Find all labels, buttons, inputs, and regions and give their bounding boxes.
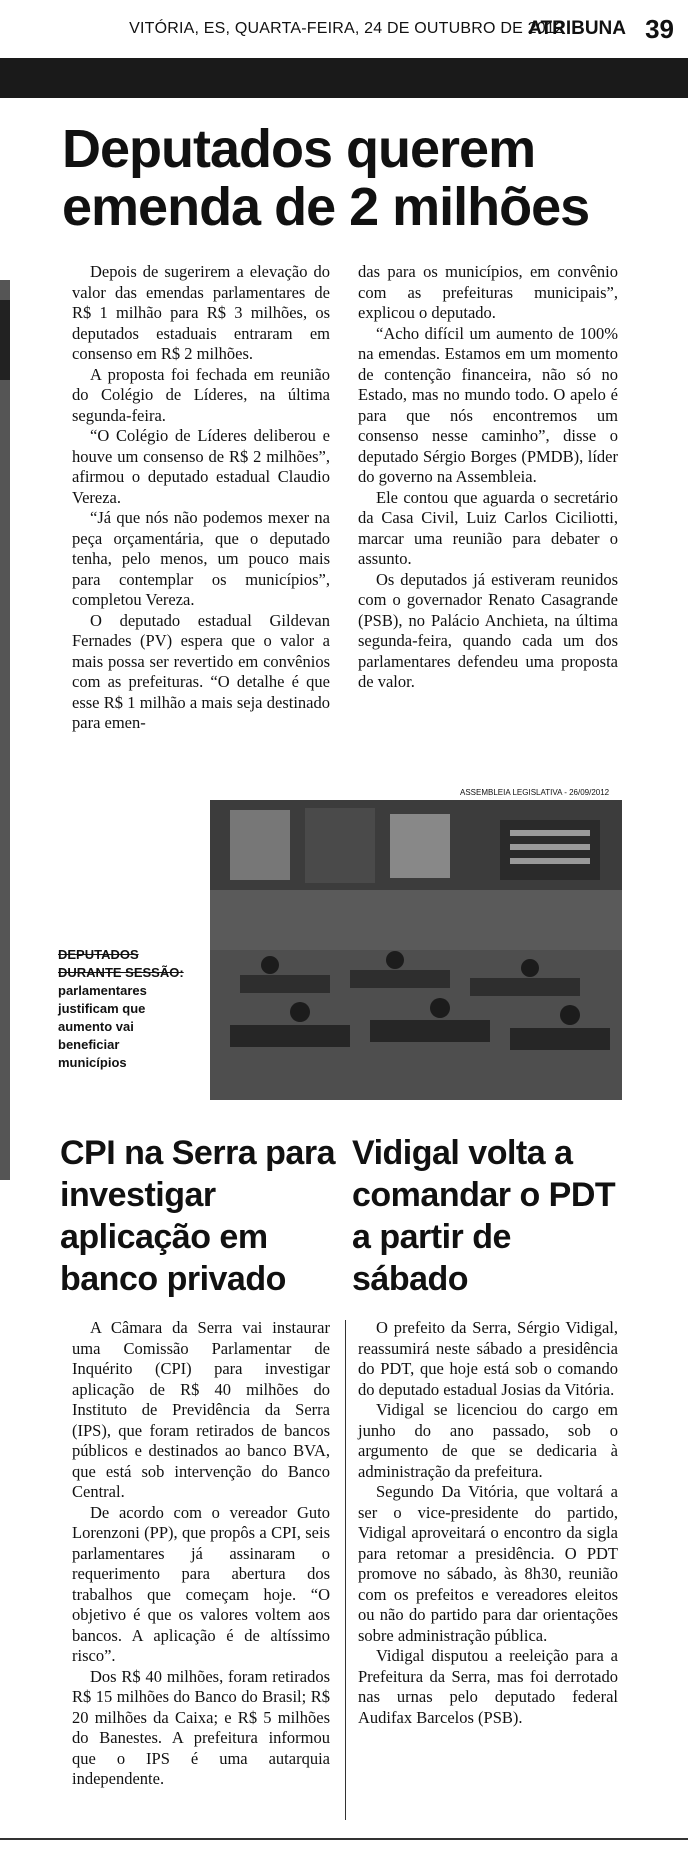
article-vidigal-body xyxy=(358,1318,618,1728)
column-divider xyxy=(345,1320,346,1820)
paragraph: O prefeito da Serra, Sérgio Vidigal, reassumirá neste sábado a presidência do PDT, que hoje está sob o comando do deputado estadual Josias da Vitória. xyxy=(358,1318,618,1399)
article-headline-vidigal: Vidigal volta a comandar o PDT a partir de sábado xyxy=(352,1134,616,1298)
assembly-hall-illustration xyxy=(210,800,622,1100)
paragraph: “Já que nós não podemos mexer na peça orçamentária, que o deputado tenha, pelo menos, um pouco mais para contemplar os municípios”, completou Vereza. xyxy=(72,508,330,609)
photo-credit: ASSEMBLEIA LEGISLATIVA - 26/09/2012 xyxy=(460,788,610,797)
paragraph: Vidigal se licenciou do cargo em junho do ano passado, sob o argumento de que se dedicaria à administração da prefeitura. xyxy=(358,1400,618,1481)
dateline: VITÓRIA, ES, QUARTA-FEIRA, 24 DE OUTUBRO DE 2012 xyxy=(129,20,564,37)
paragraph: Segundo Da Vitória, que voltará a ser o vice-presidente do partido, Vidigal aproveitará o encontro da sigla para retomar a presidência. O PDT promove no sábado, às 8h30, reunião com os prefeitos e vereadores eleitos ou não do partido para dar orientações sobre administração pública. xyxy=(358,1482,618,1645)
caption-tag: DEPUTADOS DURANTE SESSÃO: xyxy=(58,947,184,980)
page-number: 39 xyxy=(645,14,674,44)
newspaper-brand: ATRIBUNA xyxy=(528,18,626,39)
paragraph: das para os municípios, em convênio com as prefeituras municipais”, explicou o deputado. xyxy=(358,262,618,322)
paragraph: “Acho difícil um aumento de 100% na emendas. Estamos em um momento de contenção financeira, não só no Estado, mas no mundo todo. O apelo é para que nós encontremos um consenso nesse caminho”, disse o deputado Sérgio Borges (PMDB), líder do governo na Assembleia. xyxy=(358,323,618,486)
article-headline: Deputados querem emenda de 2 milhões xyxy=(62,119,590,237)
paragraph: De acordo com o vereador Guto Lorenzoni (PP), que propôs a CPI, seis parlamentares já assinaram o requerimento para abertura dos trabalhos que começam hoje. “O objetivo é que os valores voltem aos bancos. A aplicação é de altíssimo risco”. xyxy=(72,1502,330,1665)
paragraph: Ele contou que aguarda o secretário da Casa Civil, Luiz Carlos Ciciliotti, marcar uma reunião para debater o assunto. xyxy=(358,487,618,568)
article-headline-cpi: CPI na Serra para investigar aplicação em banco privado xyxy=(60,1134,335,1298)
header-bar xyxy=(0,58,688,98)
article-cpi-body xyxy=(72,1318,330,1790)
paragraph: A proposta foi fechada em reunião do Colégio de Líderes, na última segunda-feira. xyxy=(72,364,330,425)
paragraph: Depois de sugerirem a elevação do valor das emendas parlamentares de R$ 1 milhão para R$ 3 milhões, os deputados estaduais entraram em consenso em R$ 2 milhões. xyxy=(72,262,330,363)
paragraph: Os deputados já estiveram reunidos com o governador Renato Casagrande (PSB), no Palácio Anchieta, na última segunda-feira, quando cada um dos parlamentares defendeu uma proposta de valor. xyxy=(358,569,618,691)
paragraph: O deputado estadual Gildevan Fernades (PV) espera que o valor a mais possa ser revertido em convênios com as prefeituras. “O detalhe é que esse R$ 1 milhão a mais seja destinado para emen- xyxy=(72,610,330,732)
caption-text: parlamentares justificam que aumento vai beneficiar municípios xyxy=(58,983,147,1070)
paragraph: Dos R$ 40 milhões, foram retirados R$ 15 milhões do Banco do Brasil; R$ 20 milhões da Caixa; e R$ 5 milhões do Banestes. A prefeitura informou que o IPS é uma autarquia independente. xyxy=(72,1666,330,1788)
bottom-rule xyxy=(0,1838,688,1840)
paragraph: “O Colégio de Líderes deliberou e houve um consenso de R$ 2 milhões”, afirmou o deputado estadual Claudio Vereza. xyxy=(72,426,330,507)
page-header xyxy=(0,0,688,58)
assembly-session-photo xyxy=(210,800,622,1100)
paragraph: Vidigal disputou a reeleição para a Prefeitura da Serra, mas foi derrotado nas urnas pelo deputado federal Audifax Barcelos (PSB). xyxy=(358,1646,618,1727)
paragraph: A Câmara da Serra vai instaurar uma Comissão Parlamentar de Inquérito (CPI) para investigar aplicação de R$ 40 milhões do Instituto de Previdência da Serra (IPS), que foram retirados de bancos públicos e destinados ao banco BVA, que está sob intervenção do Banco Central. xyxy=(72,1318,330,1501)
article-column-2 xyxy=(358,262,618,693)
adjacent-column-strip xyxy=(0,280,10,1180)
adjacent-column-strip-dark xyxy=(0,300,10,380)
article-column-1 xyxy=(72,262,330,734)
photo-caption xyxy=(58,946,188,1072)
